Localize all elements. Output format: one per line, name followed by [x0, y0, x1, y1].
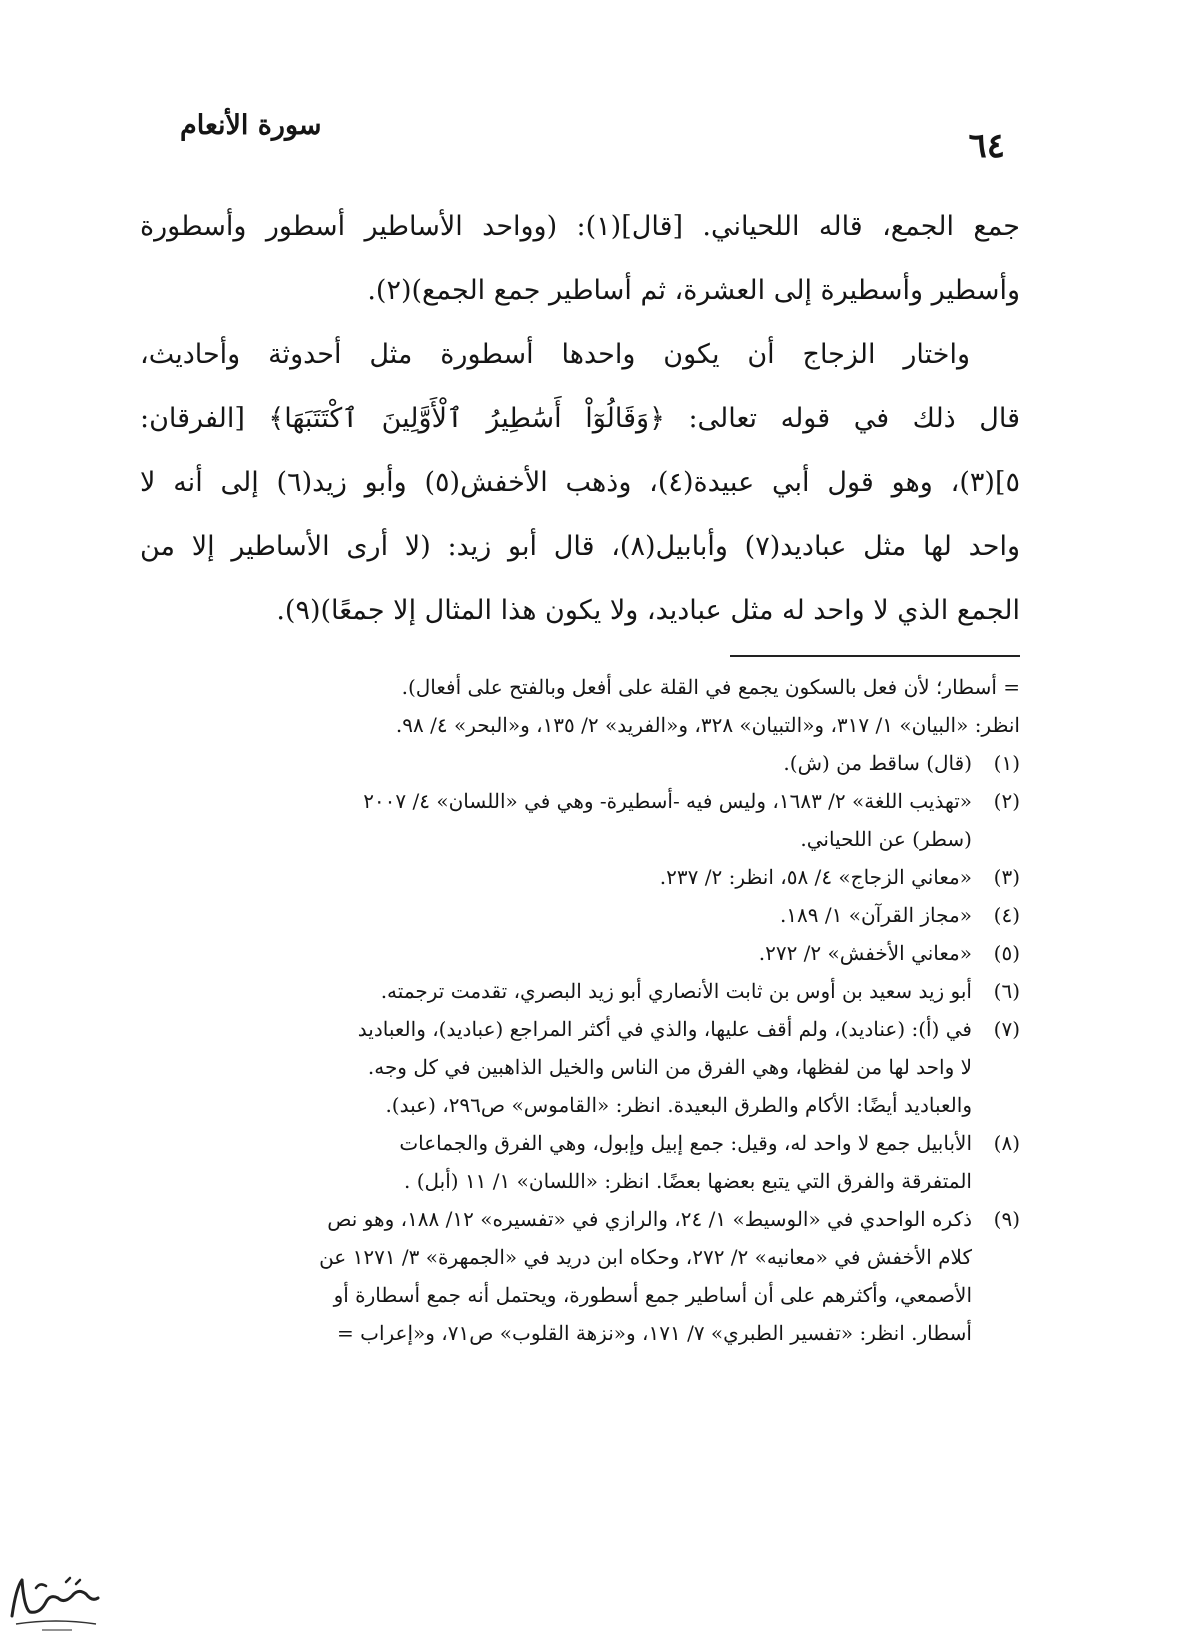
footnote-8 — [140, 1124, 1020, 1162]
footnote-text: «معاني الزجاج» ٤/ ٥٨، انظر: ٢/ ٢٣٧. — [659, 865, 972, 889]
footnote-number: (٣) — [993, 865, 1020, 889]
footnote-line: أسطار. انظر: «تفسير الطبري» ٧/ ١٧١، و«نزهة القلوب» ص٧١، و«إعراب = — [337, 1321, 972, 1345]
main-line: قال ذلك في قوله تعالى: ﴿وَقَالُوٓاْ أَسَٰطِيرُ ٱلْأَوَّلِينَ ٱكْتَتَبَهَا﴾ [الفرقان: — [140, 403, 1020, 434]
footnote-9 — [140, 1200, 1020, 1238]
main-text — [140, 195, 1020, 643]
footnote-text: ذكره الواحدي في «الوسيط» ١/ ٢٤، والرازي في «تفسيره» ١٢/ ١٨٨، وهو نص — [327, 1207, 972, 1231]
footnote-6 — [140, 972, 1020, 1010]
page-header — [180, 110, 1005, 166]
footnote-separator — [730, 655, 1020, 657]
page-number: ٦٤ — [968, 126, 1005, 166]
footnote-line: المتفرقة والفرق التي يتبع بعضها بعضًا. انظر: «اللسان» ١/ ١١ (أبل) . — [403, 1169, 972, 1193]
footnote-number: (٥) — [993, 941, 1020, 965]
footnote-number: (١) — [993, 751, 1020, 775]
footnotes — [140, 668, 1020, 1352]
main-line: جمع الجمع، قاله اللحياني. [قال](١): (وواحد الأساطير أسطور وأسطورة — [140, 211, 1020, 242]
main-line: وأسطير وأسطيرة إلى العشرة، ثم أساطير جمع الجمع)(٢). — [367, 275, 1020, 306]
main-line: ٥](٣)، وهو قول أبي عبيدة(٤)، وذهب الأخفش(٥) وأبو زيد(٦) إلى أنه لا — [140, 467, 1020, 498]
footnote-3 — [140, 858, 1020, 896]
stamp-logo — [6, 1568, 104, 1638]
footnote-text: «تهذيب اللغة» ٢/ ١٦٨٣، وليس فيه -أسطيرة- وهي في «اللسان» ٤/ ٢٠٠٧ — [363, 789, 972, 813]
main-line: واحد لها مثل عباديد(٧) وأبابيل(٨)، قال أبو زيد: (لا أرى الأساطير إلا من — [140, 531, 1020, 562]
footnote-7 — [140, 1010, 1020, 1048]
footnote-text: أبو زيد سعيد بن أوس بن ثابت الأنصاري أبو زيد البصري، تقدمت ترجمته. — [380, 979, 972, 1003]
footnote-2 — [140, 782, 1020, 820]
main-line: واختار الزجاج أن يكون واحدها أسطورة مثل أحدوثة وأحاديث، — [140, 339, 970, 370]
main-line: الجمع الذي لا واحد له مثل عباديد، ولا يكون هذا المثال إلا جمعًا)(٩). — [276, 595, 1020, 626]
footnote-line: (سطر) عن اللحياني. — [800, 827, 972, 851]
footnote-line: الأصمعي، وأكثرهم على أن أساطير جمع أسطورة، ويحتمل أنه جمع أسطارة أو — [333, 1283, 972, 1307]
footnote-number: (٦) — [993, 979, 1020, 1003]
footnote-number: (٤) — [993, 903, 1020, 927]
footnote-4 — [140, 896, 1020, 934]
running-title: سورة الأنعام — [180, 110, 322, 141]
footnote-1 — [140, 744, 1020, 782]
footnote-text: (قال) ساقط من (ش). — [783, 751, 972, 775]
footnote-text: «مجاز القرآن» ١/ ١٨٩. — [779, 903, 972, 927]
footnote-5 — [140, 934, 1020, 972]
footnote-text: الأبابيل جمع لا واحد له، وقيل: جمع إبيل وإبول، وهي الفرق والجماعات — [399, 1131, 972, 1155]
footnote-line: = أسطار؛ لأن فعل بالسكون يجمع في القلة على أفعل وبالفتح على أفعال). — [401, 675, 1020, 699]
footnote-text: في (أ): (عناديد)، ولم أقف عليها، والذي في أكثر المراجع (عباديد)، والعباديد — [357, 1017, 972, 1041]
footnote-line: انظر: «البيان» ١/ ٣١٧، و«التبيان» ٣٢٨، و«الفريد» ٢/ ١٣٥، و«البحر» ٤/ ٩٨. — [395, 713, 1020, 737]
footnote-line: كلام الأخفش في «معانيه» ٢/ ٢٧٢، وحكاه ابن دريد في «الجمهرة» ٣/ ١٢٧١ عن — [319, 1245, 972, 1269]
footnote-number: (٨) — [993, 1131, 1020, 1155]
footnote-line: والعباديد أيضًا: الأكام والطرق البعيدة. انظر: «القاموس» ص٢٩٦، (عبد). — [385, 1093, 972, 1117]
footnote-text: «معاني الأخفش» ٢/ ٢٧٢. — [758, 941, 972, 965]
footnote-number: (٢) — [993, 789, 1020, 813]
footnote-line: لا واحد لها من لفظها، وهي الفرق من الناس والخيل الذاهبين في كل وجه. — [367, 1055, 972, 1079]
footnote-number: (٩) — [993, 1207, 1020, 1231]
footnote-number: (٧) — [993, 1017, 1020, 1041]
